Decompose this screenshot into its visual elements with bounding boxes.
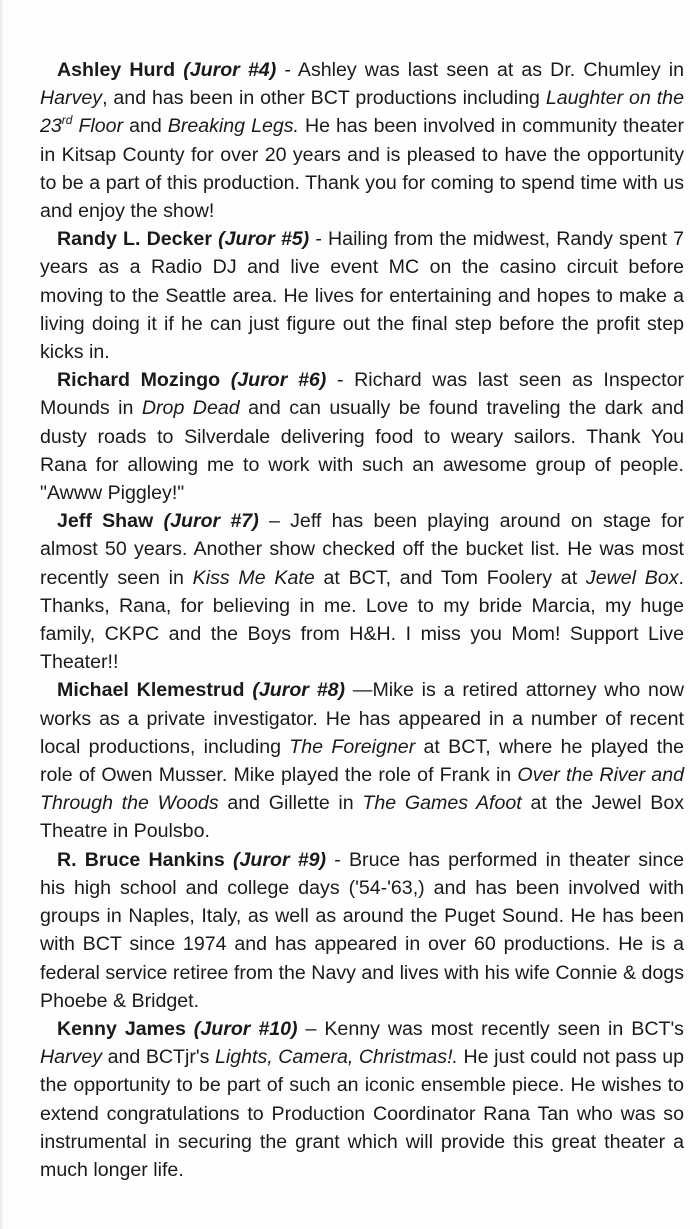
bio-text: . Thanks, Rana, for believing in me. Love to my bride Marcia, my huge family, CKPC and the Boys from H&H. I miss you Mom! Support Live Theater!! bbox=[40, 566, 684, 674]
bio-text: – Jeff has been playing around on stage for almost 50 years. Another show checked off the bucket list. He was most recently seen in bbox=[40, 510, 685, 589]
production-title: Jewel Box bbox=[585, 566, 679, 589]
juror-role: (Juror #5) bbox=[218, 228, 310, 251]
bio-paragraph bbox=[40, 225, 684, 366]
production-title: The Foreigner bbox=[289, 735, 416, 758]
bio-text: and BCTjr's bbox=[102, 1046, 215, 1069]
production-title: Kiss Me Kate bbox=[192, 566, 315, 589]
bio-paragraph bbox=[40, 56, 684, 225]
bio-text: , and has been in other BCT productions including bbox=[102, 87, 546, 110]
actor-name: R. Bruce Hankins bbox=[57, 848, 225, 871]
production-title: Floor bbox=[72, 115, 124, 138]
juror-role: (Juror #8) bbox=[252, 679, 346, 702]
juror-role: (Juror #7) bbox=[163, 510, 259, 533]
actor-name: Richard Mozingo bbox=[57, 369, 221, 392]
bio-paragraph bbox=[40, 507, 684, 676]
bio-paragraph bbox=[40, 676, 684, 845]
production-title: Harvey bbox=[40, 1046, 103, 1069]
bio-text: He has been involved in community theater in Kitsap County for over 20 years and is pleased to have the opportunity to be a part of this production. Thank you for coming to spend time with us and enjoy the show! bbox=[40, 115, 684, 223]
actor-name: Ashley Hurd bbox=[57, 59, 176, 81]
actor-name: Randy L. Decker bbox=[57, 228, 212, 251]
bio-text: at BCT, where he played the role of Owen Musser. Mike played the role of Frank in bbox=[40, 735, 684, 787]
bio-text: and Gillette in bbox=[218, 792, 363, 815]
production-title: Harvey bbox=[40, 87, 103, 110]
bio-text: at the Jewel Box Theatre in Poulsbo. bbox=[40, 792, 685, 843]
actor-name: Jeff Shaw bbox=[57, 510, 154, 533]
juror-role: (Juror #6) bbox=[230, 369, 327, 392]
production-title: Laughter on the 23 bbox=[40, 87, 684, 138]
bio-text: —Mike is a retired attorney who now works as a private investigator. He has appeared in a number of recent local productions, including bbox=[40, 679, 685, 758]
juror-role: (Juror #9) bbox=[232, 848, 327, 871]
bio-text: - Bruce has performed in theater since his high school and college days ('54-'63,) and has been involved with groups in Naples, Italy, as well as around the Puget Sound. He has been with BCT since 1974 and has appeared in over 60 productions. He is a federal service retiree from the Navy and lives with his wife Connie & dogs Phoebe & Bridget. bbox=[40, 848, 685, 1012]
production-title: Breaking Legs. bbox=[167, 115, 299, 138]
bio-paragraph bbox=[40, 366, 684, 507]
bio-text: - Richard was last seen as Inspector Mounds in bbox=[40, 369, 684, 420]
juror-role: (Juror #4) bbox=[183, 59, 277, 81]
bio-text: at BCT, and Tom Foolery at bbox=[314, 566, 586, 589]
production-title: Drop Dead bbox=[141, 397, 240, 420]
production-title: Over the River and Through the Woods bbox=[40, 764, 684, 815]
bio-text: - Hailing from the midwest, Randy spent 7 years as a Radio DJ and live event MC on the casino circuit before moving to the Seattle area. He lives for entertaining and hopes to make a living doing it if he can just figure out the final step before the profit step kicks in. bbox=[40, 228, 685, 364]
superscript-text: rd bbox=[61, 113, 73, 128]
cast-bios bbox=[40, 56, 684, 1184]
page-edge-shadow bbox=[0, 0, 4, 1229]
bio-text: - Ashley was last seen at as Dr. Chumley in bbox=[276, 59, 684, 81]
bio-text: and can usually be found traveling the dark and dusty roads to Silverdale delivering food to weary sailors. Thank You Rana for allowing me to work with such an awesome group of people. "Awww Piggley!" bbox=[40, 397, 684, 505]
actor-name: Kenny James bbox=[57, 1017, 186, 1040]
actor-name: Michael Klemestrud bbox=[57, 679, 245, 702]
juror-role: (Juror #10) bbox=[193, 1017, 298, 1040]
bio-text: – Kenny was most recently seen in BCT's bbox=[297, 1017, 684, 1040]
bio-paragraph bbox=[40, 1015, 684, 1184]
bio-text: and bbox=[123, 115, 168, 138]
production-title: The Games Afoot bbox=[362, 792, 522, 815]
bio-paragraph bbox=[40, 846, 684, 1015]
bio-text: He just could not pass up the opportunity to be part of such an iconic ensemble piece. He wishes to extend congratulations to Production Coordinator Rana Tan who was so instrumental in securing the grant which will provide this great theater a much longer life. bbox=[40, 1046, 684, 1181]
production-title: Lights, Camera, Christmas!. bbox=[214, 1046, 458, 1069]
